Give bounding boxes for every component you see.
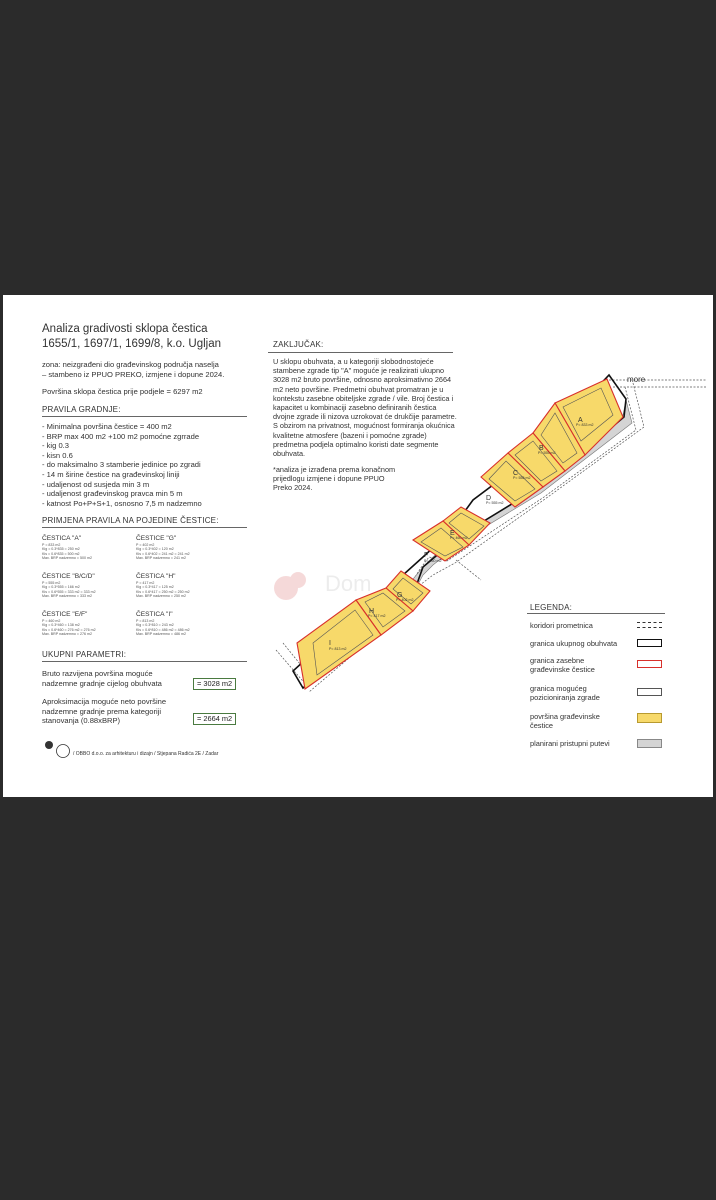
conclusion-text: U sklopu obuhvata, a u kategoriji slobodnostojeće stambene zgrade tip "A" moguće je realizirati ukupno 3028 m2 bruto površine, odnosno aproksimativno 2664 m2 neto površine. Predmetni obuhvat promatran je u kontekstu zasebne obiteljske zgrade / vile. Broj čestica i kapacitet u kombinaciji zasebno definiranih čestica dvojne zgrade ili nizova uzrokovat će drukčije parametre. S obzirom na privatnost, mogućnost formiranja okućnica kvalitetne atmosfere (bazeni i pomoćne zgrade) predmetna podjela optimalno koristi date segmente obuhvata. <box>273 357 457 459</box>
rule-item: - BRP max 400 m2 +100 m2 pomoćne zgrrade <box>42 431 200 441</box>
watermark-text: Dom <box>325 571 372 596</box>
parcel-area: P= 460 m2 <box>424 559 442 563</box>
legend-swatch-path <box>637 739 662 748</box>
parcel-area: P= 417 m2 <box>368 614 386 618</box>
rule-item: - udaljenost građevinskog pravca min 5 m <box>42 489 183 499</box>
parcel-letter: H <box>369 608 375 615</box>
rule-item: - katnost Po+P+S+1, osnosno 7,5 m nadzemno <box>42 498 202 508</box>
legend-label-outer: granica ukupnog obuhvata <box>530 639 618 648</box>
parcel-area: P= 460 m2 <box>450 536 468 540</box>
zone-text: zona: neizgrađeni dio građevinskog područja naselja – stambeno iz PPUO PREKO, izmjene i dopune 2024. <box>42 360 225 379</box>
note-text: *analiza je izrađena prema konačnom prijedlogu izmjene i dopune PPUO Preko 2024. <box>273 465 396 493</box>
parcel-calc: ČESTICE "G" P = 402 m2 Kig = 0.3*402 = 120 m2 Kis = 0.6*402 = 241 m2 = 241 m2 Max. BRP nadzemno = 241 m2 <box>136 535 190 560</box>
parcel-letter: G <box>397 592 403 599</box>
applied-heading: PRIMJENA PRAVILA NA POJEDINE ČESTICE: <box>42 516 219 525</box>
legend-label-path: planirani pristupni putevi <box>530 739 610 748</box>
parcel-area: P= 833 m2 <box>576 423 594 427</box>
rule-item: - do maksimalno 3 stamberie jedinice po zgradi <box>42 460 201 470</box>
parcel-letter: E <box>450 530 455 537</box>
parcel-letter: I <box>329 640 331 647</box>
parcel-area: P= 555 m2 <box>513 476 531 480</box>
parcel-area: P= 402 m2 <box>396 598 414 602</box>
plan-sheet <box>3 295 713 797</box>
parcel-calc: ČESTICA "H" P = 417 m2 Kig = 0.3*417 = 125 m2 Kis = 0.6*417 = 250 m2 = 250 m2 Max. BRP nadzemno = 250 m2 <box>136 573 190 598</box>
legend-swatch-parcel-area <box>637 713 662 723</box>
sea-label: more <box>627 375 646 384</box>
rules-heading: PRAVILA GRADNJE: <box>42 405 121 414</box>
total-value-net: = 2664 m2 <box>193 713 236 725</box>
divider <box>527 613 665 614</box>
parcel-area: P= 555 m2 <box>486 501 504 505</box>
legend-swatch-building <box>637 688 662 696</box>
parcel-letter: F <box>424 552 429 559</box>
total-value-brp: = 3028 m2 <box>193 678 236 690</box>
rule-item: - kisn 0.6 <box>42 450 73 460</box>
totals-heading: UKUPNI PARAMETRI: <box>42 650 127 659</box>
total-label-net: Aproksimacija moguće neto površine nadzemne gradnje prema kategoriji stanovanja (0.88xBRP) <box>42 697 167 726</box>
legend-swatch-outer <box>637 639 662 647</box>
conclusion-heading: ZAKLJUČAK: <box>273 340 324 349</box>
footer-address: / OBBO d.o.o. za arhitekturu i dizajn / Stjepana Radića 2E / Zadar <box>73 751 219 757</box>
legend-swatch-parcel-border <box>637 660 662 668</box>
parcel-letter: B <box>539 445 544 452</box>
parcel-letter: D <box>486 495 492 502</box>
parcel-letter: C <box>513 470 519 477</box>
legend-label-road: koridori prometnica <box>530 621 593 630</box>
rule-item: - Minimalna površina čestice = 400 m2 <box>42 422 172 431</box>
surface-text: Površina sklopa čestica prije podjele = 6297 m2 <box>42 387 203 396</box>
legend-heading: LEGENDA: <box>530 603 573 612</box>
watermark <box>274 571 371 600</box>
parcel-calc: ČESTICE "E/F" P = 460 m2 Kig = 0.3*460 = 138 m2 Kis = 0.6*460 = 276 m2 = 276 m2 Max. BRP nadzemno = 276 m2 <box>42 611 96 636</box>
parcel-area: P= 813 m2 <box>329 647 347 651</box>
legend-label-parcel-border: granica zasebne građevinske čestice <box>530 656 595 674</box>
parcel-calc: ČESTICA "A" P = 833 m2 Kig = 0.3*835 = 250 m2 Kis = 0.6*835 = 500 m2 Max. BRP nadzemno = 500 m2 <box>42 535 92 560</box>
rule-item: - udaljenost od susjeda min 3 m <box>42 479 150 489</box>
rule-item: - kig 0.3 <box>42 441 70 451</box>
parcel-letter: A <box>578 417 583 424</box>
site-plan-map <box>3 295 713 797</box>
legend-label-building: granica mogućeg pozicioniranja zgrade <box>530 684 600 702</box>
total-label-brp: Bruto razvijena površina moguće nadzemne gradnje cijelog obuhvata <box>42 669 162 688</box>
page-title: Analiza gradivosti sklopa čestica 1655/1, 1697/1, 1699/8, k.o. Ugljan <box>42 323 222 350</box>
parcel-calc: ČESTICA "I" P = 813 m2 Kig = 0.3*810 = 243 m2 Kis = 0.6*810 = 486 m2 = 486 m2 Max. BRP nadzemno = 486 m2 <box>136 611 190 636</box>
rule-item: - 14 m širine čestice na građevinskoj liniji <box>42 469 180 479</box>
legend-swatch-road <box>637 622 662 628</box>
parcel-calc: ČESTICE "B/C/D" P = 555 m2 Kig = 0.3*555 = 166 m2 Kis = 0.6*555 = 333 m2 = 333 m2 Max. BRP nadzemno = 333 m2 <box>42 573 96 598</box>
parcel-area: P= 555 m2 <box>538 451 556 455</box>
legend-label-parcel-area: površina građevinske čestice <box>530 712 600 730</box>
